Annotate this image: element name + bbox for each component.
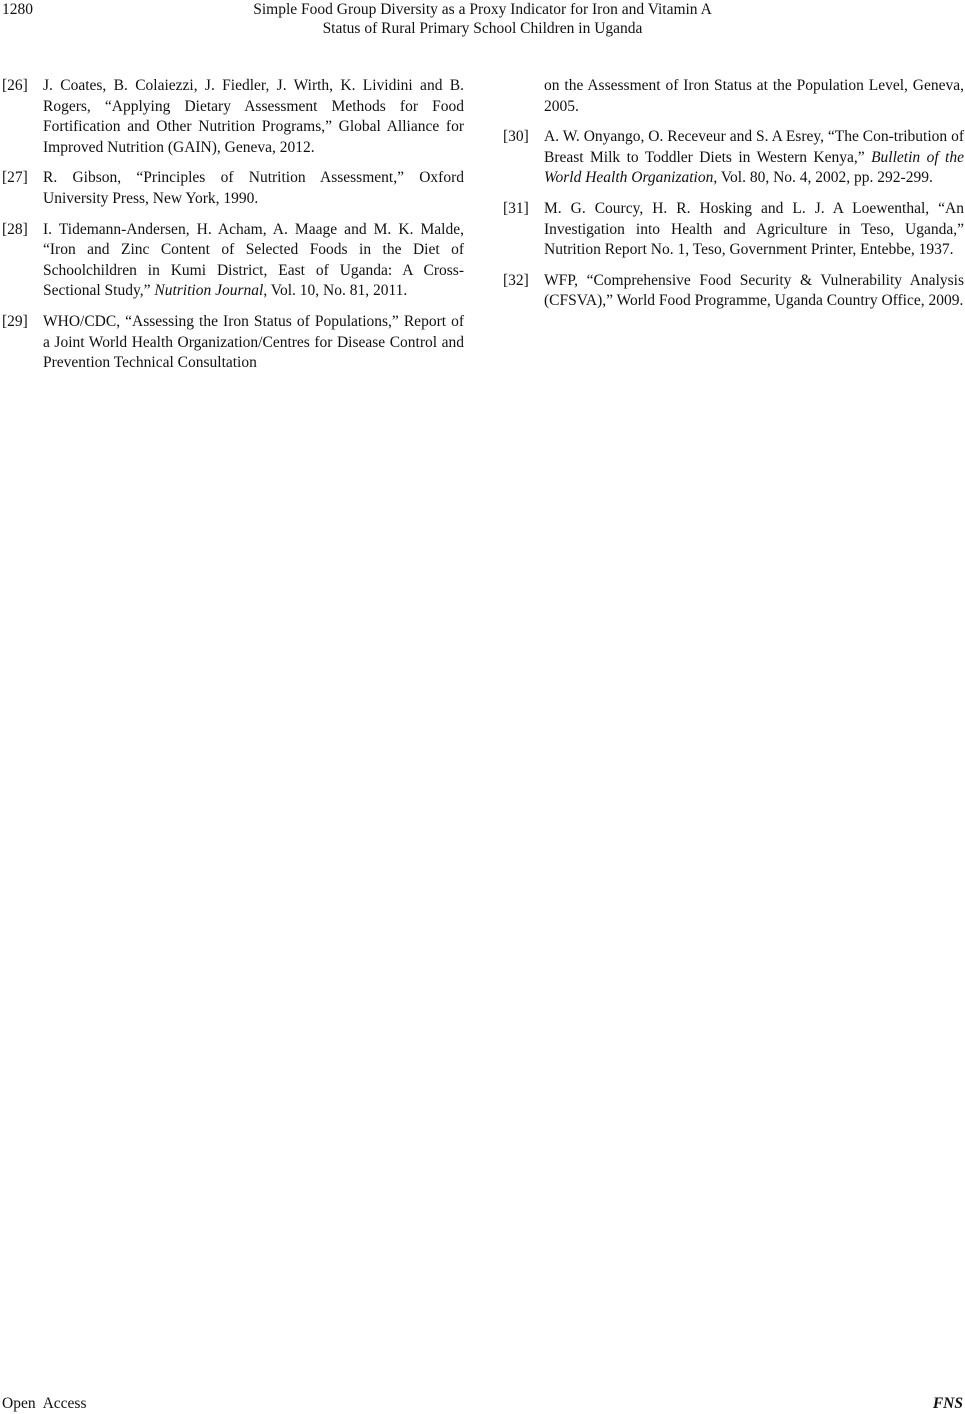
journal-title: Nutrition Journal	[154, 282, 264, 300]
reference-number: [30]	[503, 128, 529, 146]
reference-number: [31]	[503, 199, 529, 217]
reference-text: WHO/CDC, “Assessing the Iron Status of Populations,” Report of a Joint World Health Organization/Centres for Disease Control and Prevention Technical Consultation	[43, 312, 464, 372]
reference-text: R. Gibson, “Principles of Nutrition Assessment,” Oxford University Press, New York, 1990.	[43, 169, 464, 207]
journal-title: Bulletin of the World Health Organization	[544, 148, 964, 187]
reference-number: [27]	[2, 169, 28, 187]
reference-number: [32]	[503, 271, 529, 289]
reference-item	[503, 127, 964, 189]
open-access-label: Open Access	[2, 1395, 87, 1412]
reference-number: [26]	[2, 77, 28, 94]
reference-item	[2, 168, 464, 209]
reference-text: WFP, “Comprehensive Food Security & Vulnerability Analysis (CFSVA),” World Food Programme, Uganda Country Office, 2009.	[544, 271, 964, 310]
reference-item	[503, 199, 964, 261]
reference-item	[2, 76, 464, 158]
reference-continuation: on the Assessment of Iron Status at the Population Level, Geneva, 2005.	[544, 77, 964, 115]
reference-number: [28]	[2, 220, 28, 238]
running-title-line-2: Status of Rural Primary School Children in Uganda	[322, 20, 643, 37]
reference-text: J. Coates, B. Colaiezzi, J. Fiedler, J. Wirth, K. Lividini and B. Rogers, “Applying Dietary Assessment Methods for Food Fortification and Other Nutrition Programs,” Global Alliance for Improved Nutrition (GAIN), Geneva, 2012.	[43, 77, 464, 156]
page-footer	[0, 1394, 965, 1414]
reference-item	[503, 271, 964, 312]
references-right-column	[503, 76, 964, 322]
reference-text: M. G. Courcy, H. R. Hosking and L. J. A Loewenthal, “An Investigation into Health and Agriculture in Teso, Uganda,” Nutrition Report No. 1, Teso, Government Printer, Entebbe, 1937.	[544, 199, 964, 259]
page-header	[0, 0, 965, 45]
reference-text: I. Tidemann-Andersen, H. Acham, A. Maage and M. K. Malde, “Iron and Zinc Content of Selected Foods in the Diet of Schoolchildren in Kumi District, East of Uganda: A Cross-Sectional Study,” Nutrition Journal, Vol. 10, No. 81, 2011.	[43, 220, 464, 300]
page-number: 1280	[2, 1, 33, 18]
reference-text: A. W. Onyango, O. Receveur and S. A Esrey, “The Con-tribution of Breast Milk to Toddler Diets in Western Kenya,” Bulletin of the World Health Organization, Vol. 80, No. 4, 2002, pp. 292-299.	[544, 128, 964, 187]
journal-abbreviation: FNS	[932, 1395, 963, 1412]
running-title-line-1: Simple Food Group Diversity as a Proxy Indicator for Iron and Vitamin A	[253, 1, 712, 18]
reference-item	[2, 220, 464, 302]
running-title	[140, 0, 825, 38]
reference-item	[2, 312, 464, 374]
reference-number: [29]	[2, 312, 28, 330]
references-left-column	[2, 76, 464, 384]
